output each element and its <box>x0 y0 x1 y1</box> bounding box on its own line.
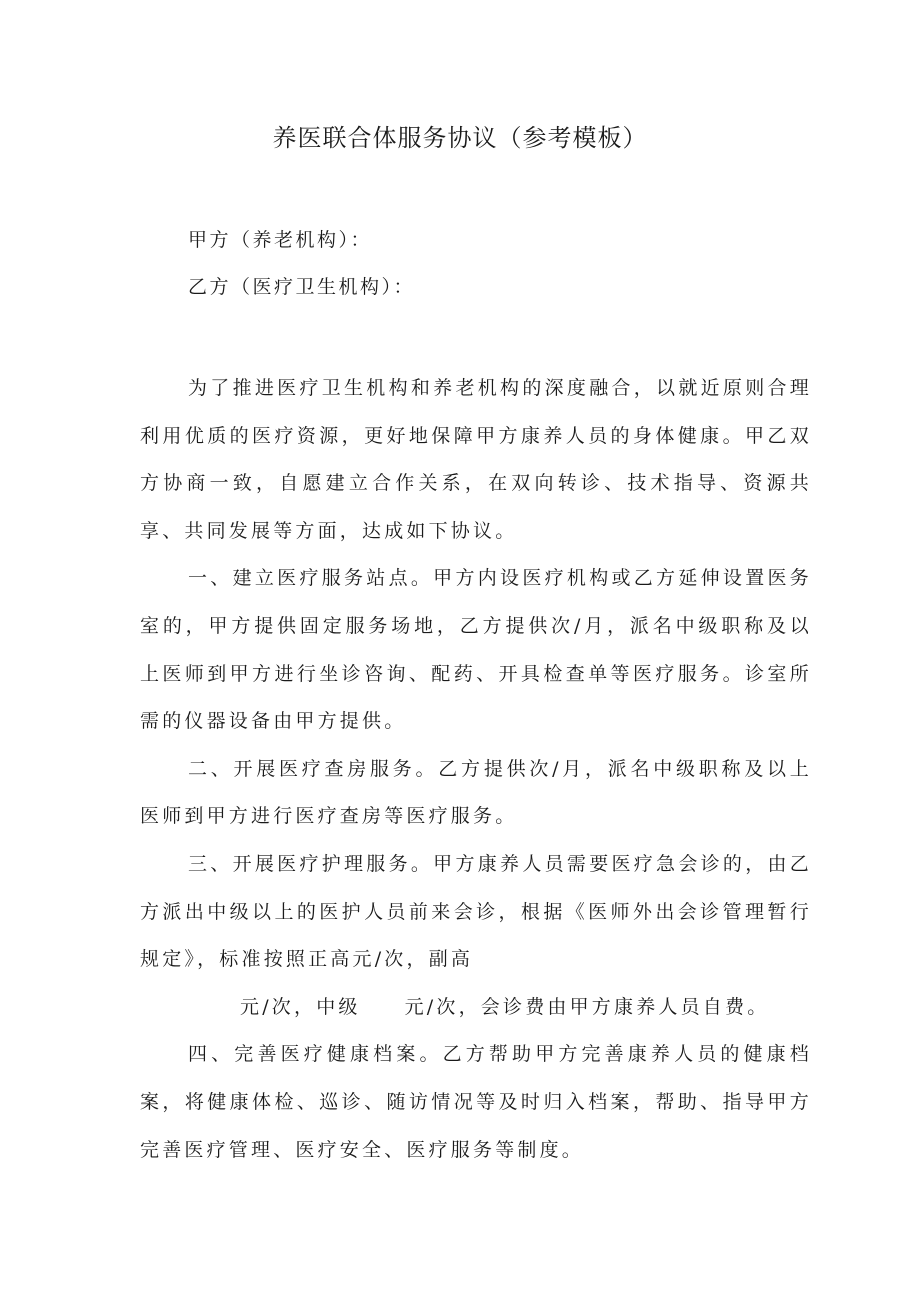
party-b-line: 乙方（医疗卫生机构）： <box>188 276 416 298</box>
clause-3-fee-line <box>140 984 812 1032</box>
clause-1-paragraph: 一、建立医疗服务站点。甲方内设医疗机构或乙方延伸设置医务室的，甲方提供固定服务场地，乙方提供次/月，派名中级职称及以上医师到甲方进行坐诊咨询、配药、开具检查单等医疗服务。诊室所需的仪器设备由甲方提供。 <box>140 567 812 733</box>
party-a-line: 甲方（养老机构）： <box>188 229 373 251</box>
fee-text-a: 元/次，中级 <box>240 995 361 1018</box>
clause-3-paragraph: 三、开展医疗护理服务。甲方康养人员需要医疗急会诊的，由乙方派出中级以上的医护人员前来会诊，根据《医师外出会诊管理暂行规定》，标准按照正高元/次，副高 <box>140 852 812 971</box>
clause-4-paragraph: 四、完善医疗健康档案。乙方帮助甲方完善康养人员的健康档案，将健康体检、巡诊、随访情况等及时归入档案，帮助、指导甲方完善医疗管理、医疗安全、医疗服务等制度。 <box>140 1043 812 1161</box>
intro-paragraph: 为了推进医疗卫生机构和养老机构的深度融合，以就近原则合理利用优质的医疗资源，更好地保障甲方康养人员的身体健康。甲乙双方协商一致，自愿建立合作关系，在双向转诊、技术指导、资源共享、共同发展等方面，达成如下协议。 <box>140 377 812 542</box>
clause-2-paragraph: 二、开展医疗查房服务。乙方提供次/月，派名中级职称及以上医师到甲方进行医疗查房等医疗服务。 <box>140 757 812 828</box>
document-title: 养医联合体服务协议（参考模板） <box>272 124 648 152</box>
document-body <box>140 365 812 1174</box>
fee-text-b: 元/次，会诊费由甲方康养人员自费。 <box>404 995 770 1018</box>
